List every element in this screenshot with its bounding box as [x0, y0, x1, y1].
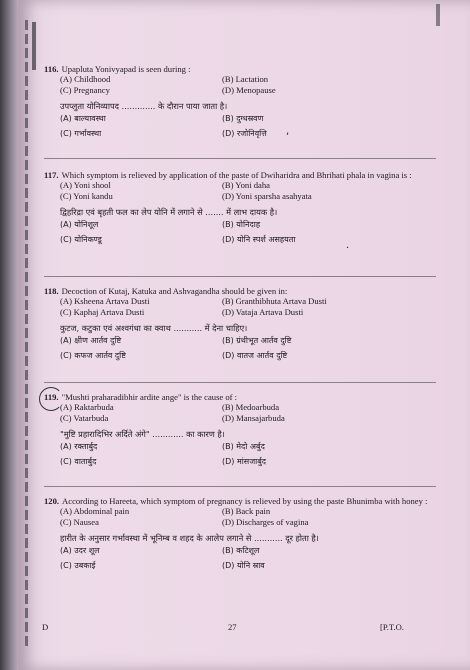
hindi-option-b: (B) योनिदाह [222, 220, 261, 230]
option-d: (D) Discharges of vagina [222, 516, 309, 527]
option-d: (D) Yoni sparsha asahyata [222, 190, 312, 201]
hindi-option-row [44, 235, 429, 248]
hindi-option-a: (A) रक्तार्बुद [60, 442, 98, 452]
option-c: (C) Nausea [60, 516, 99, 527]
hindi-option-b: (B) मेदो अर्बुद [222, 442, 265, 452]
hindi-option-row [44, 114, 429, 127]
hindi-option-d: (D) योनि स्पर्श असहयता [222, 235, 296, 245]
hindi-stem: द्विहरिद्रा एवं बृहती फल का लेप योनि में लगाने से ....... में लाभ दायक है। [60, 206, 278, 217]
option-c: (C) Yoni kandu [60, 190, 113, 201]
hindi-option-row [44, 129, 429, 142]
option-row [44, 180, 429, 190]
hindi-option-a: (A) क्षीण आर्तव दुष्टि [60, 336, 122, 346]
question-116 [44, 64, 429, 142]
hindi-stem: "मुष्टि प्रहारादिभिर अर्दिते अंगे" ............ का कारण है। [60, 428, 225, 439]
hindi-stem: हारीत के अनुसार गर्भावस्था में भूनिम्ब व शहद के आलेप लगाने से ........... दूर होता है। [60, 532, 319, 543]
question-number: 117. [44, 170, 59, 180]
question-divider [44, 382, 436, 383]
question-number: 116. [44, 64, 59, 74]
hindi-option-b: (B) कटिशूल [222, 546, 260, 556]
hindi-stem: उपप्लुता योनिव्यापद ............. के दौरान पाया जाता है। [60, 100, 228, 111]
option-row [44, 74, 429, 84]
hindi-option-a: (A) उदर शूल [60, 546, 100, 556]
option-row [44, 413, 429, 423]
option-c: (C) Kaphaj Artava Dusti [60, 306, 145, 317]
option-row [44, 191, 429, 201]
please-turn-over: [P.T.O. [380, 622, 404, 632]
hindi-option-row [44, 336, 429, 349]
option-row [44, 85, 429, 95]
question-stem: "Mushti praharadibhir ardite ange" is the cause of : [61, 392, 238, 402]
option-d: (D) Mansajarbuda [222, 412, 285, 423]
question-118 [44, 286, 429, 364]
hindi-option-a: (A) योनिशूल [60, 220, 99, 230]
stray-dot-mark: · [346, 243, 350, 254]
option-d: (D) Menopause [222, 84, 276, 95]
option-a: (A) Abdominal pain [60, 506, 130, 517]
hindi-option-row [44, 351, 429, 364]
footer-series-code: D [42, 622, 49, 632]
option-b: (B) Back pain [222, 506, 271, 517]
hindi-option-d: (D) वातज आर्तव दुष्टि [222, 351, 288, 361]
hindi-option-row [44, 561, 429, 574]
option-row [44, 506, 429, 516]
hindi-option-c: (C) कफज आर्तव दुष्टि [60, 351, 126, 361]
question-divider [44, 158, 436, 159]
option-a: (A) Ksheena Artava Dusti [60, 296, 150, 307]
hindi-stem: कुटज, कटुका एवं अश्वगंधा का क्वाथ ........... में देना चाहिए। [60, 322, 248, 333]
option-a: (A) Yoni shool [60, 180, 111, 191]
question-stem: Decoction of Kutaj, Katuka and Ashvagandha should be given in: [61, 286, 288, 296]
question-stem: Upapluta Yonivyapad is seen during : [61, 64, 191, 74]
option-row [44, 307, 429, 317]
option-a: (A) Raktarbuda [60, 402, 114, 413]
edge-mark [436, 4, 440, 26]
option-b: (B) Medoarbuda [222, 402, 280, 413]
option-row [44, 402, 429, 412]
hindi-option-b: (B) ग्रंथीभूत आर्तव दुष्टि [222, 336, 292, 346]
question-number: 119. [44, 392, 59, 402]
hindi-option-row [44, 442, 429, 455]
page-number: 27 [228, 622, 237, 632]
binding-stitch [25, 20, 28, 650]
question-divider [44, 276, 436, 277]
hindi-option-row [44, 457, 429, 470]
hindi-option-c: (C) योनिकण्डू [60, 235, 102, 245]
option-b: (B) Granthibhuta Artava Dusti [222, 296, 327, 307]
question-117 [44, 170, 429, 248]
hindi-option-c: (C) गर्भावस्था [60, 129, 102, 139]
option-a: (A) Childhood [60, 74, 111, 85]
option-c: (C) Vatarbuda [60, 412, 109, 423]
question-120 [44, 496, 429, 574]
option-d: (D) Vataja Artava Dusti [222, 306, 304, 317]
stray-dot-mark: , [286, 126, 290, 137]
margin-mark [32, 22, 36, 70]
hindi-option-row [44, 220, 429, 233]
question-stem: Which symptom is relieved by application of the paste of Dwiharidra and Bhrihati phala in vagina is : [61, 170, 412, 180]
hindi-option-d: (D) रजोनिवृत्ति [222, 129, 267, 139]
option-row [44, 517, 429, 527]
option-row [44, 296, 429, 306]
question-119 [44, 392, 429, 470]
question-stem: According to Hareeta, which symptom of pregnancy is relieved by using the paste Bhunimba with honey : [62, 496, 428, 506]
hindi-option-d: (D) योनि स्राव [222, 561, 265, 571]
question-number: 120. [44, 496, 60, 506]
hindi-option-d: (D) मांसजार्बुद [222, 457, 267, 467]
option-b: (B) Lactation [222, 74, 269, 85]
hindi-option-c: (C) वातार्बुद [60, 457, 97, 467]
hindi-option-row [44, 546, 429, 559]
hindi-option-c: (C) उबकाई [60, 561, 96, 571]
question-number: 118. [44, 286, 59, 296]
option-c: (C) Pregnancy [60, 84, 110, 95]
hindi-option-a: (A) बाल्यावस्था [60, 114, 106, 124]
question-divider [44, 486, 436, 487]
book-spine [0, 0, 18, 670]
hindi-option-b: (B) दुग्धस्रवण [222, 114, 264, 124]
option-b: (B) Yoni daha [222, 180, 270, 191]
